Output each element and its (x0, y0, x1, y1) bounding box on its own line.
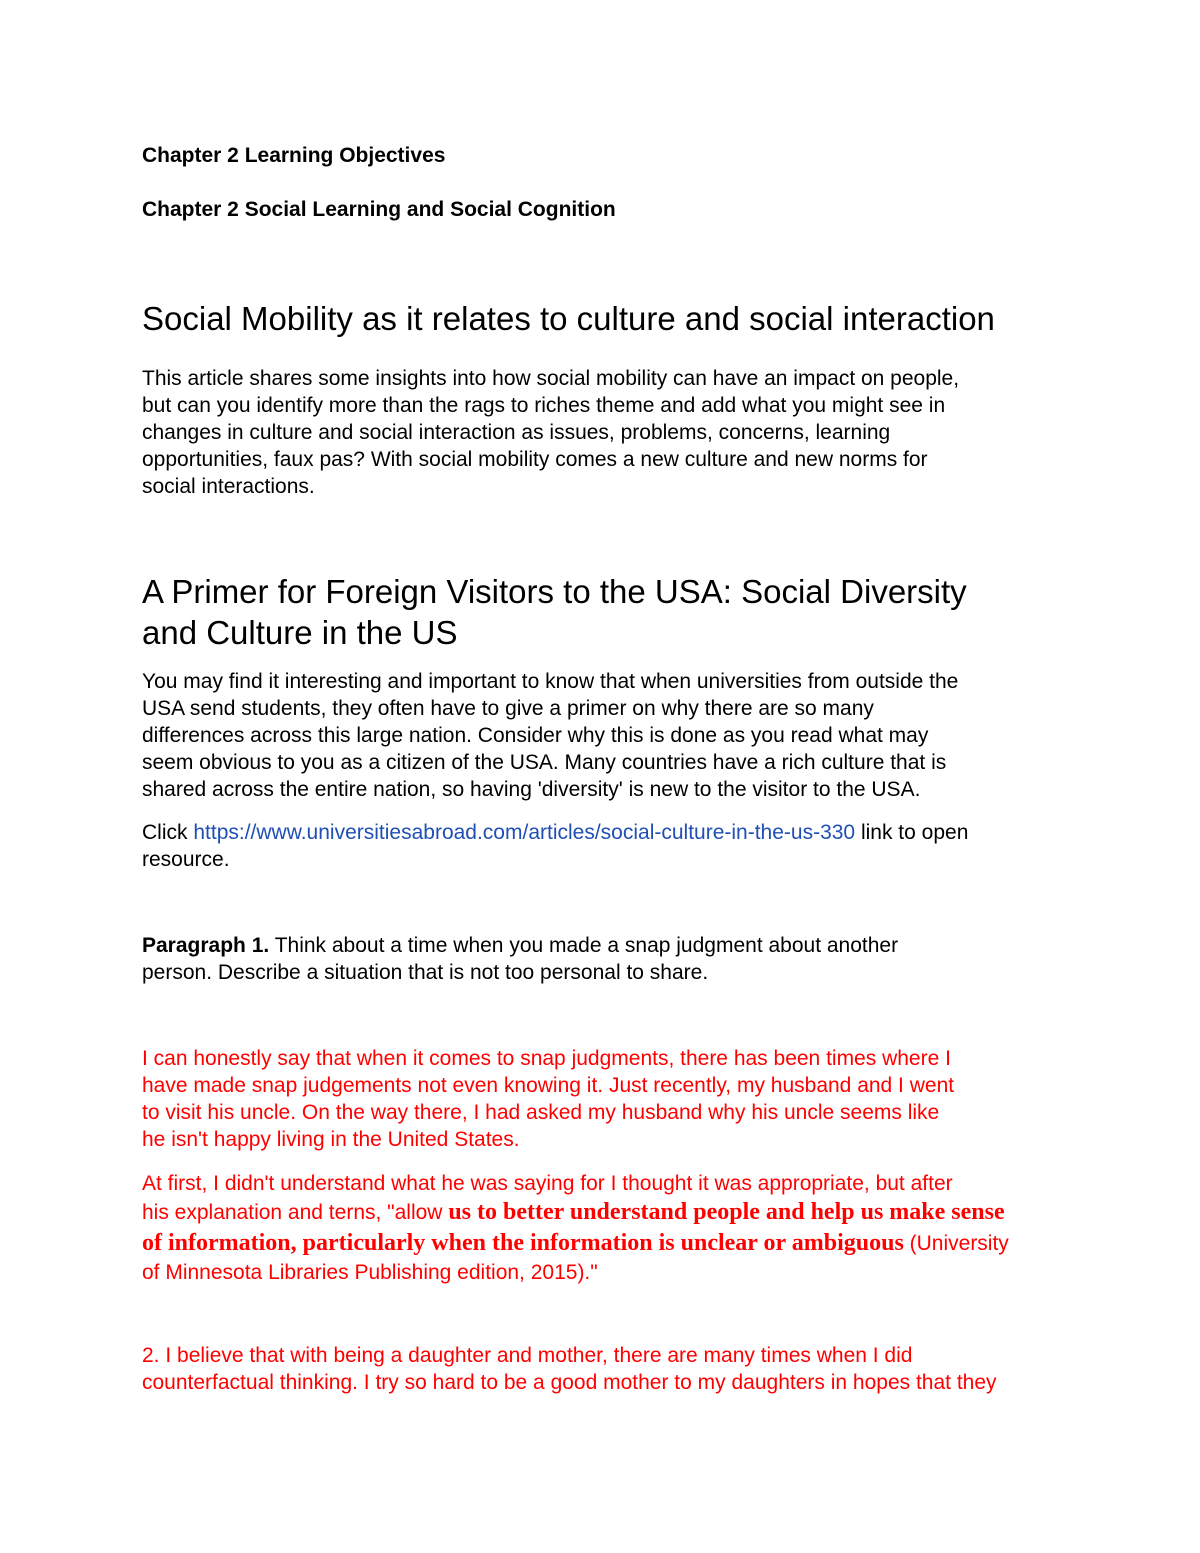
title-line: and Culture in the US (142, 614, 458, 651)
click-line (142, 819, 1082, 846)
body-line: You may find it interesting and important to know that when universities from outside the (142, 670, 959, 693)
quote-bold: of information, particularly when the information is unclear or ambiguous (142, 1230, 904, 1256)
body-line: opportunities, faux pas? With social mobility comes a new culture and new norms for (142, 448, 928, 471)
answer-paragraph-1b (142, 1170, 1082, 1286)
chapter-title: Chapter 2 Social Learning and Social Cognition (142, 198, 616, 221)
body-line: changes in culture and social interaction as issues, problems, concerns, learning (142, 421, 891, 444)
answer-paragraph-1 (142, 1045, 1082, 1153)
body-line: but can you identify more than the rags to riches theme and add what you might see in (142, 394, 946, 417)
answer-line: he isn't happy living in the United States. (142, 1128, 520, 1151)
body-line: This article shares some insights into how social mobility can have an impact on people, (142, 367, 960, 390)
title-line: A Primer for Foreign Visitors to the USA: Social Diversity (142, 573, 967, 610)
body-line: shared across the entire nation, so having 'diversity' is new to the visitor to the USA. (142, 778, 921, 801)
answer-line (142, 1197, 1082, 1228)
objectives-heading: Chapter 2 Learning Objectives (142, 144, 446, 167)
click-prefix: Click (142, 821, 194, 844)
click-suffix: link to open (855, 821, 969, 844)
section-social-mobility-title: Social Mobility as it relates to culture and social interaction (142, 300, 995, 337)
body-line: social interactions. (142, 475, 315, 498)
click-line-2: resource. (142, 848, 230, 871)
answer-paragraph-2 (142, 1342, 1082, 1396)
body-line: differences across this large nation. Consider why this is done as you read what may (142, 724, 929, 747)
prompt-line (142, 932, 1082, 959)
prompt-text: Think about a time when you made a snap judgment about another (269, 934, 899, 957)
prompt-label: Paragraph 1. (142, 934, 270, 957)
answer-line: 2. I believe that with being a daughter and mother, there are many times when I did (142, 1344, 913, 1367)
resource-link[interactable]: https://www.universitiesabroad.com/articles/social-culture-in-the-us-330 (193, 821, 856, 844)
answer-line: of Minnesota Libraries Publishing edition, 2015)." (142, 1261, 598, 1284)
answer-line: At first, I didn't understand what he was saying for I thought it was appropriate, but after (142, 1172, 953, 1195)
answer-line: I can honestly say that when it comes to snap judgments, there has been times where I (142, 1047, 951, 1070)
prompt-line-2: person. Describe a situation that is not too personal to share. (142, 961, 709, 984)
quote-prefix: his explanation and terns, "allow (142, 1201, 449, 1224)
body-line: USA send students, they often have to give a primer on why there are so many (142, 697, 874, 720)
answer-line: counterfactual thinking. I try so hard to be a good mother to my daughters in hopes that they (142, 1371, 997, 1394)
section-primer-body (142, 668, 1082, 803)
quote-bold: us to better understand people and help us make sense (448, 1199, 1005, 1225)
answer-line: to visit his uncle. On the way there, I had asked my husband why his uncle seems like (142, 1101, 940, 1124)
section-social-mobility-body (142, 365, 1082, 500)
section-primer-title (142, 571, 1072, 653)
answer-line (142, 1228, 1082, 1259)
body-line: seem obvious to you as a citizen of the USA. Many countries have a rich culture that is (142, 751, 947, 774)
answer-line: have made snap judgements not even knowing it. Just recently, my husband and I went (142, 1074, 955, 1097)
resource-link-paragraph (142, 819, 1082, 873)
citation-start: (University (903, 1232, 1009, 1255)
prompt-paragraph-1 (142, 932, 1082, 986)
